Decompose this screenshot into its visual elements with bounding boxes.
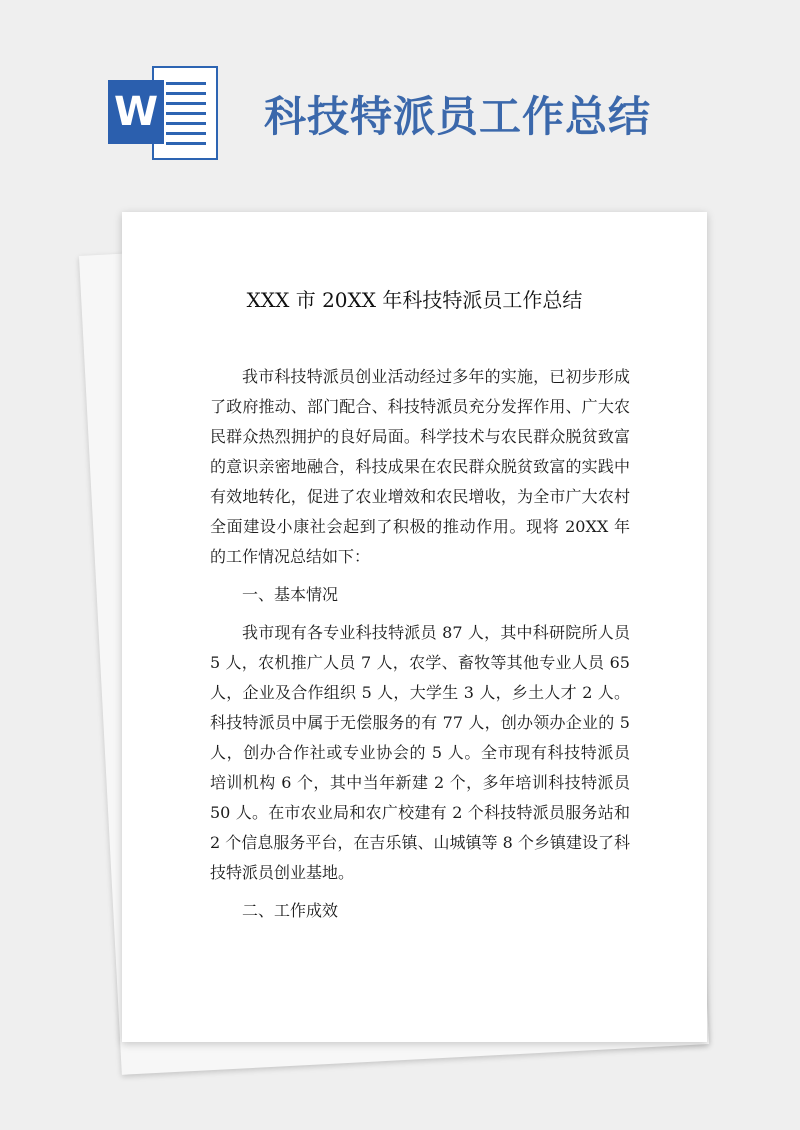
basic-situation-paragraph: 我市现有各专业科技特派员 87 人，其中科研院所人员 5 人，农机推广人员 7 人，农学、畜牧等其他专业人员 65 人，企业及合作组织 5 人，大学生 3 人，乡土人才 2 人。科技特派员中属于无偿服务的有 77 人，创办领办企业的 5 人，创办合作社或专业协会的 5 人。全市现有科技特派员培训机构 6 个，其中当年新建 2 个，多年培训科技特派员 50 人。在市农业局和农广校建有 2 个科技特派员服务站和 2 个信息服务平台，在吉乐镇、山城镇等 8 个乡镇建设了科技特派员创业基地。: [210, 623, 630, 882]
document-body: [210, 362, 630, 934]
word-document-icon: [108, 66, 218, 160]
banner-title: 科技特派员工作总结: [264, 92, 652, 141]
banner: [0, 0, 800, 200]
section-heading-basic: 一、基本情况: [242, 585, 339, 604]
document-title: XXX 市 20XX 年科技特派员工作总结: [246, 288, 583, 312]
intro-paragraph: 我市科技特派员创业活动经过多年的实施，已初步形成了政府推动、部门配合、科技特派员充分发挥作用、广大农民群众热烈拥护的良好局面。科学技术与农民群众脱贫致富的意识亲密地融合，科技成果在农民群众脱贫致富的实践中有效地转化，促进了农业增效和农民增收，为全市广大农村全面建设小康社会起到了积极的推动作用。现将 20XX 年的工作情况总结如下：: [210, 367, 630, 566]
section-heading-results: 二、工作成效: [242, 901, 339, 920]
document-page: [122, 212, 707, 1042]
word-logo-badge: W: [108, 80, 164, 144]
